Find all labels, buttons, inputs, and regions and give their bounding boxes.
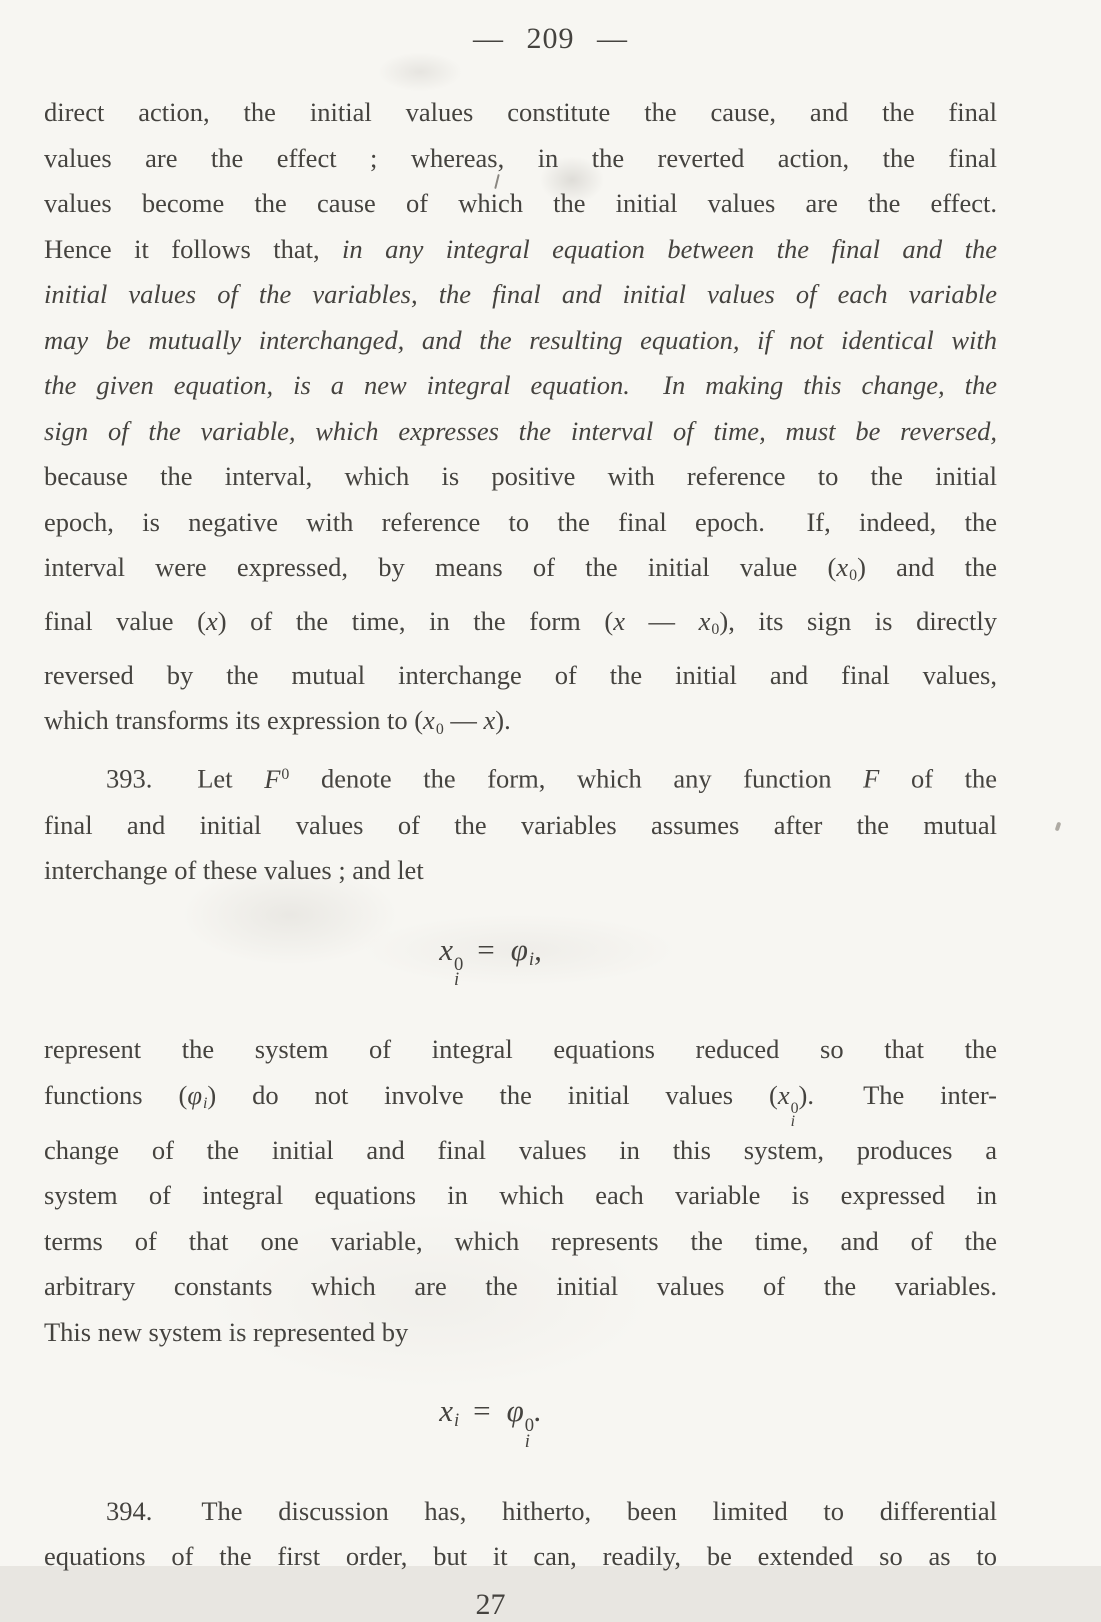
- math-scripts: [790, 1099, 799, 1130]
- text-line: [44, 1489, 997, 1535]
- text-segment: =: [477, 931, 497, 967]
- text-segment: because the interval, which is positive with reference to the initial: [44, 461, 997, 491]
- math-subscript: 0: [435, 720, 444, 738]
- text-line: [44, 136, 997, 182]
- math-base: x: [836, 552, 849, 582]
- math-subscript: 0: [849, 567, 858, 585]
- page-number-header: — 209 —: [473, 22, 628, 55]
- math-term: [439, 931, 464, 991]
- text-line: [44, 545, 997, 599]
- text-segment: x: [483, 705, 496, 736]
- text-segment: final value (: [44, 605, 206, 636]
- math-base: x: [777, 1079, 790, 1110]
- math-base: F: [264, 764, 281, 795]
- text-segment: F: [863, 764, 880, 795]
- text-line: [44, 500, 997, 546]
- math-base: x: [439, 1393, 453, 1429]
- math-base: φ: [510, 931, 528, 967]
- text-segment: interval were expressed, by means of the initial value (: [44, 552, 837, 582]
- text-segment: ).: [495, 705, 511, 736]
- text-segment: arbitrary constants which are the initial values of the variables.: [44, 1271, 997, 1302]
- text-line: [44, 848, 997, 894]
- text-segment: Hence it follows that,: [44, 233, 343, 264]
- text-segment: ), its sign is directly: [719, 605, 998, 636]
- math-superscript: 0: [790, 1099, 799, 1117]
- text-line: [44, 1310, 997, 1356]
- text-segment: .: [534, 1393, 542, 1429]
- math-term: [264, 764, 289, 794]
- text-line: [44, 363, 997, 409]
- text-line: [44, 1128, 997, 1174]
- text-segment: —: [624, 605, 699, 636]
- display-equation: [44, 930, 937, 991]
- text-segment: which transforms its expression to (: [44, 705, 424, 736]
- math-subscript: 0: [711, 621, 720, 639]
- text-line: [44, 272, 997, 318]
- math-base: φ: [187, 1079, 202, 1110]
- text-line: [44, 599, 997, 653]
- text-line: [44, 454, 997, 500]
- math-term: [423, 705, 444, 738]
- text-segment: sign of the variable, which expresses the interval of time, must be reversed,: [44, 415, 997, 446]
- text-segment: denote the form, which any function: [289, 764, 864, 795]
- math-base: x: [423, 705, 435, 736]
- text-segment: may be mutually interchanged, and the resulting equation, if not identical with: [44, 324, 997, 355]
- text-line: [44, 803, 997, 849]
- text-line: [44, 1073, 997, 1128]
- text-line: [44, 227, 997, 273]
- text-segment: epoch, is negative with reference to the final epoch. If, indeed, the: [44, 506, 997, 537]
- text-segment: reversed by the mutual interchange of the initial and final values,: [44, 659, 997, 690]
- text-line: [44, 1534, 997, 1580]
- math-term: [187, 1079, 208, 1113]
- math-superscript: 0: [524, 1415, 535, 1437]
- text-line: [44, 318, 997, 364]
- math-base: φ: [506, 1393, 524, 1429]
- text-segment: x: [205, 605, 218, 636]
- math-term: [777, 1079, 799, 1130]
- math-subscript: i: [790, 1112, 795, 1130]
- text-line: [44, 1027, 997, 1073]
- text-segment: values are the effect ; whereas, in the reverted action, the final: [44, 142, 997, 173]
- text-segment: 394. The discussion has, hitherto, been limited to differential: [106, 1495, 997, 1526]
- text-line: [44, 181, 997, 227]
- text-segment: ) and the: [857, 552, 997, 582]
- text-segment: This new system is represented by: [44, 1316, 409, 1347]
- scan-artifact-tick: [1055, 822, 1062, 832]
- signature-mark: 27: [475, 1587, 506, 1621]
- text-segment: the given equation, is a new integral equation. In making this change, the: [44, 370, 997, 400]
- text-segment: represent the system of integral equations reduced so that the: [44, 1034, 997, 1065]
- text-line: [44, 90, 997, 136]
- page-body: [44, 90, 997, 1580]
- text-segment: ,: [534, 931, 542, 967]
- text-segment: of the: [879, 764, 998, 795]
- math-subscript: i: [524, 1430, 530, 1452]
- text-segment: system of integral equations in which each variable is expressed in: [44, 1180, 997, 1211]
- display-equation: [44, 1391, 937, 1452]
- text-segment: direct action, the initial values constitute the cause, and the final: [44, 97, 997, 127]
- text-segment: initial values of the variables, the final and initial values of each variable: [44, 279, 997, 309]
- text-line: [44, 698, 997, 752]
- math-term: [510, 931, 535, 970]
- math-scripts: [524, 1415, 535, 1452]
- text-line: [44, 653, 997, 699]
- text-segment: —: [443, 705, 484, 736]
- math-superscript: 0: [453, 953, 464, 975]
- text-segment: functions (: [44, 1079, 188, 1110]
- text-segment: terms of that one variable, which represents the time, and of the: [44, 1225, 997, 1256]
- text-segment: 393. Let: [106, 764, 265, 795]
- math-subscript: i: [453, 1410, 460, 1432]
- text-segment: in any integral equation between the final and the: [342, 233, 997, 264]
- math-term: [836, 552, 858, 585]
- text-segment: values become the cause of which the initial values are the effect.: [44, 188, 997, 218]
- math-subscript: i: [202, 1095, 208, 1113]
- math-subscript: i: [453, 969, 460, 991]
- text-segment: ). The inter-: [798, 1079, 997, 1110]
- math-base: x: [439, 931, 453, 967]
- text-line: [44, 1264, 997, 1310]
- text-segment: change of the initial and final values in this system, produces a: [44, 1134, 997, 1165]
- math-term: [506, 1393, 535, 1452]
- text-segment: ) of the time, in the form (: [217, 605, 614, 636]
- text-segment: final and initial values of the variables assumes after the mutual: [44, 809, 997, 840]
- text-segment: equations of the first order, but it can, readily, be extended so as to: [44, 1541, 997, 1572]
- text-segment: =: [473, 1393, 493, 1429]
- text-line: [44, 1219, 997, 1265]
- math-subscript: i: [528, 948, 535, 970]
- text-line: [44, 752, 997, 802]
- text-segment: ) do not involve the initial values (: [207, 1079, 778, 1110]
- math-term: [698, 605, 720, 639]
- text-line: [44, 409, 997, 455]
- text-line: [44, 1173, 997, 1219]
- math-scripts: [453, 953, 464, 991]
- text-segment: interchange of these values ; and let: [44, 855, 424, 886]
- math-superscript: 0: [281, 766, 290, 784]
- text-segment: x: [613, 605, 625, 636]
- math-term: [439, 1393, 460, 1432]
- math-base: x: [698, 605, 711, 636]
